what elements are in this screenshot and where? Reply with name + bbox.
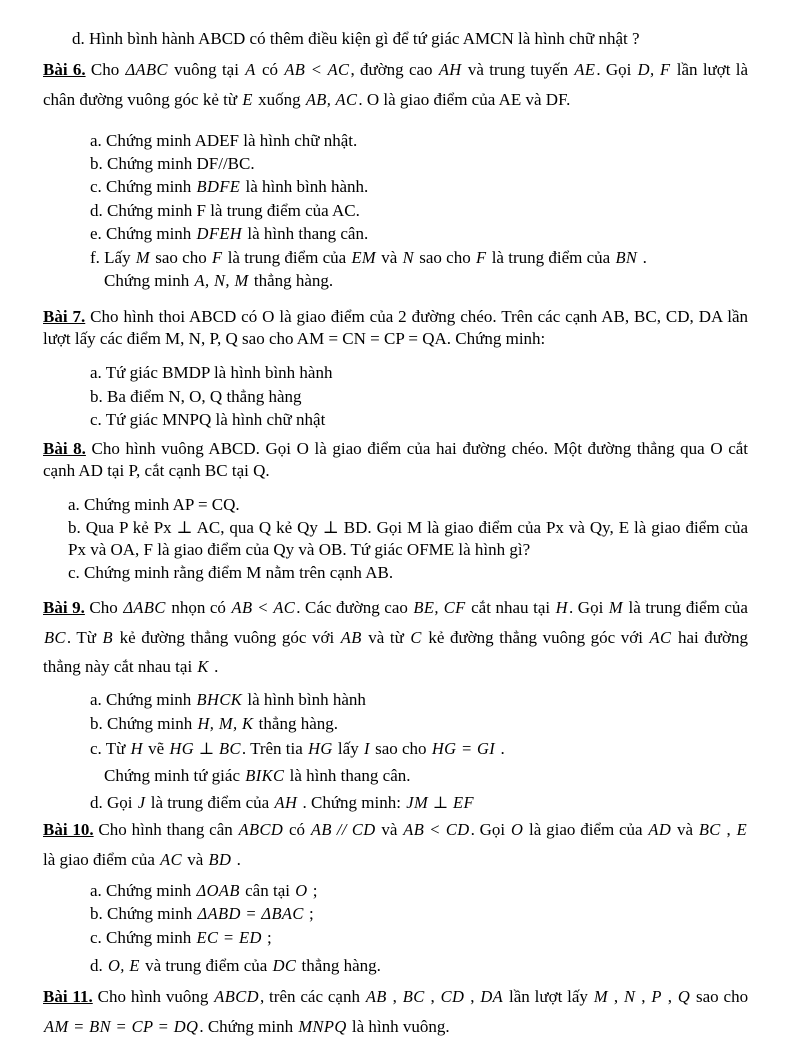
list-item (68, 562, 748, 583)
text-run: là trung điểm của (624, 598, 748, 618)
math-run: AH (438, 60, 462, 80)
text-run: c. Tứ giác MNPQ là hình chữ nhật (90, 409, 326, 429)
text-run: , (425, 987, 440, 1007)
math-run: BE, CF (413, 598, 466, 618)
text-run: nhọn có (166, 598, 231, 618)
math-run: F (211, 247, 223, 267)
list-item (90, 223, 748, 245)
list-item (104, 270, 748, 292)
text-run: xuống (253, 89, 305, 109)
text-run: . (638, 247, 647, 267)
text-run: sao cho (370, 739, 431, 759)
text-run: , (662, 987, 677, 1007)
text-run: vẽ (143, 739, 169, 759)
text-run: , trên các cạnh (259, 987, 365, 1007)
math-run: ΔABC (125, 60, 168, 80)
text-run: a. Chứng minh (90, 690, 196, 710)
text-run: . Chứng minh: (298, 792, 406, 812)
math-run: A, N, M (194, 271, 249, 291)
text-run: là giao điểm của (43, 849, 160, 869)
text-run: Chứng minh (104, 271, 194, 291)
text-run: Cho (85, 60, 125, 80)
text-run: , (636, 987, 651, 1007)
text-run: là hình thang cân. (243, 224, 369, 244)
text-run: , (721, 820, 736, 840)
math-run: A (245, 60, 256, 80)
exercise-8-heading (43, 438, 748, 482)
exercise-label: Bài 11. (43, 987, 93, 1007)
math-run: ABCD (214, 987, 259, 1007)
math-run: AB < AC (284, 60, 350, 80)
math-run: BC (44, 627, 66, 647)
text-run: . Chứng minh (199, 1016, 298, 1036)
text-run: d. Gọi (90, 792, 137, 812)
math-run: H (130, 739, 143, 759)
math-run: AB, AC (305, 89, 358, 109)
text-run: d. (90, 955, 107, 975)
text-run: là hình thang cân. (285, 766, 411, 785)
text-run: và trung tuyến (462, 60, 574, 80)
math-run: O (295, 880, 308, 900)
list-item (90, 362, 748, 383)
text-run: và từ (362, 627, 410, 647)
text-run: ; (304, 904, 314, 924)
list-item (90, 153, 748, 174)
exercise-9-heading (43, 593, 748, 681)
math-run: AH (274, 792, 298, 812)
list-item (90, 927, 748, 949)
text-run: , (387, 987, 402, 1007)
text-run: lần lượt lấy (504, 987, 593, 1007)
text-run: e. Chứng minh (90, 224, 196, 244)
list-item (90, 176, 748, 198)
math-run: BC (402, 987, 425, 1007)
list-item (90, 738, 748, 760)
list-item (104, 765, 748, 787)
text-run: . Từ (66, 627, 102, 647)
list-item (90, 880, 748, 902)
math-run: AM = BN = CP = DQ (44, 1016, 199, 1036)
list-item (90, 247, 748, 269)
text-run: . Các đường cao (296, 598, 413, 618)
text-run: Cho hình thoi ABCD có O là giao điểm của 2 đường chéo. Trên các cạnh AB, BC, CD, DA lần lượt lấy các điểm M, N, P, Q sao cho AM = CN = CP = QA. Chứng minh: (43, 307, 749, 349)
text-run: . (496, 739, 505, 759)
exercise-11-heading (43, 982, 748, 1041)
text-run: là hình bình hành (243, 690, 366, 710)
text-run: Cho hình vuông ABCD. Gọi O là giao điểm của hai đường chéo. Một đường thẳng qua O cắt cạnh AD tại P, cắt cạnh BC tại Q. (43, 439, 749, 481)
math-run: ΔABD = ΔBAC (197, 904, 304, 924)
math-run: ΔABC (123, 598, 166, 618)
text-run: Cho hình thang cân (93, 820, 238, 840)
list-item (90, 409, 748, 430)
text-run: cắt nhau tại (466, 598, 555, 618)
text-run: b. Ba điểm N, O, Q thẳng hàng (90, 386, 302, 406)
text-run: là trung điểm của (146, 792, 274, 812)
text-run: ; (262, 928, 272, 948)
math-run: BDFE (196, 177, 241, 197)
text-run: f. Lấy (90, 247, 135, 267)
math-run: AB // CD (310, 820, 376, 840)
text-run: là giao điểm của (524, 820, 648, 840)
math-run: M (135, 247, 150, 267)
math-run: CD (440, 987, 465, 1007)
text-run: , (608, 987, 623, 1007)
math-run: J (137, 792, 146, 812)
math-run: BIKC (245, 766, 285, 785)
list-item (90, 955, 748, 977)
text-run: và (672, 820, 698, 840)
math-run: BC (698, 820, 721, 840)
text-run: c. Chứng minh (90, 177, 196, 197)
text-run: b. Chứng minh (90, 713, 197, 733)
math-run: AC (649, 627, 672, 647)
text-run: sao cho (150, 247, 211, 267)
math-run: DC (272, 955, 297, 975)
math-run: AB < CD (403, 820, 470, 840)
text-run: sao cho (415, 247, 475, 267)
text-run: . Trên tia (241, 739, 308, 759)
text-run: vuông tại (168, 60, 245, 80)
list-item (90, 689, 748, 711)
text-run: . (209, 656, 219, 676)
math-run: EM (351, 247, 377, 267)
text-run: b. Chứng minh (90, 904, 197, 924)
math-run: AB (365, 987, 387, 1007)
text-run: a. Tứ giác BMDP là hình bình hành (90, 363, 333, 383)
math-run: AB < AC (231, 598, 296, 618)
list-item (90, 792, 748, 814)
text-run: b. Chứng minh DF//BC. (90, 154, 255, 174)
text-run: là trung điểm của (223, 247, 351, 267)
math-run: K (197, 656, 209, 676)
text-run: c. Chứng minh rằng điểm M nằm trên cạnh AB. (68, 562, 394, 582)
text-run: kẻ đường thẳng vuông góc với (422, 627, 649, 647)
exercise-10-heading (43, 815, 748, 874)
math-run: N (402, 247, 414, 267)
math-run: ΔOAB (196, 880, 240, 900)
text-run: thẳng hàng. (249, 271, 334, 291)
math-run: AE (574, 60, 596, 80)
text-run: ; (308, 880, 318, 900)
text-run: là trung điểm của (487, 247, 615, 267)
text-run: và (183, 849, 208, 869)
math-run: HG (308, 739, 333, 759)
math-run: AB (340, 627, 362, 647)
math-run: B (102, 627, 114, 647)
text-run: c. Từ (90, 739, 130, 759)
math-run: O, E (108, 955, 140, 975)
exercise-label: Bài 10. (43, 820, 94, 840)
math-run: BD (208, 849, 232, 869)
list-item (68, 494, 748, 515)
list-item (90, 903, 748, 925)
question-line (72, 28, 748, 49)
math-run: DA (480, 987, 504, 1007)
text-run: . O là giao điểm của AE và DF. (358, 89, 571, 109)
math-run: N (623, 987, 636, 1007)
exercise-7-heading (43, 306, 748, 350)
text-run: thẳng hàng. (297, 955, 381, 975)
text-run: lấy (333, 739, 363, 759)
math-run: DFEH (196, 224, 243, 244)
text-run: Cho (84, 598, 123, 618)
text-run: và trung điểm của (140, 955, 272, 975)
text-run: sao cho (691, 987, 749, 1007)
math-run: D, F (637, 60, 671, 80)
text-run: . Gọi (596, 60, 637, 80)
math-run: MNPQ (298, 1016, 347, 1036)
math-run: E (242, 89, 253, 109)
text-run: . Gọi (470, 820, 510, 840)
list-item (90, 200, 748, 221)
exercise-6-heading (43, 55, 748, 114)
list-item (68, 517, 748, 560)
text-run: thẳng hàng. (254, 713, 338, 733)
text-run: là hình bình hành. (241, 177, 369, 197)
math-run: AD (648, 820, 672, 840)
text-run: , (465, 987, 480, 1007)
text-run: và (376, 820, 403, 840)
math-run: H (555, 598, 568, 618)
text-run: , đường cao (350, 60, 438, 80)
math-run: E (736, 820, 748, 840)
text-run: c. Chứng minh (90, 928, 196, 948)
text-run: Cho hình vuông (92, 987, 214, 1007)
math-run: O (510, 820, 524, 840)
text-run: a. Chứng minh AP = CQ. (68, 495, 240, 515)
math-run: C (410, 627, 422, 647)
math-run: EC = ED (196, 928, 262, 948)
text-run: là hình vuông. (347, 1016, 450, 1036)
text-run: kẻ đường thẳng vuông góc với (114, 627, 340, 647)
text-run: . (232, 849, 241, 869)
text-run: a. Chứng minh (90, 880, 196, 900)
text-run: Chứng minh tứ giác (104, 766, 245, 785)
text-run: . Gọi (568, 598, 608, 618)
exercise-label: Bài 9. (43, 598, 85, 618)
exercise-label: Bài 6. (43, 60, 86, 80)
text-run: a. Chứng minh ADEF là hình chữ nhật. (90, 130, 358, 150)
text-run: và (377, 247, 402, 267)
math-run: BN (615, 247, 638, 267)
math-run: BHCK (196, 690, 243, 710)
math-run: HG = GI (431, 739, 496, 759)
text-run: d. Hình bình hành ABCD có thêm điều kiện gì để tứ giác AMCN là hình chữ nhật ? (72, 29, 640, 48)
text-run: lần lượt là chân đường vuông góc kẻ từ (43, 60, 749, 109)
math-run: JM ⊥ EF (406, 792, 474, 812)
text-run: b. Qua P kẻ Px ⊥ AC, qua Q kẻ Qy ⊥ BD. Gọi M là giao điểm của Px và Qy, E là giao điểm của Px và OA, F là giao điểm của Qy và OB. Tứ giác OFME là hình gì? (68, 518, 748, 559)
math-run: F (475, 247, 487, 267)
math-run: HG ⊥ BC (169, 739, 241, 759)
text-run: có (284, 820, 310, 840)
text-run: d. Chứng minh F là trung điểm của AC. (90, 201, 360, 221)
exercise-label: Bài 8. (43, 439, 86, 458)
text-run: cân tại (240, 880, 295, 900)
math-run: P (651, 987, 662, 1007)
list-item (90, 713, 748, 735)
math-run: AC (160, 849, 182, 869)
math-run: Q (677, 987, 691, 1007)
list-item (90, 130, 748, 151)
text-run: hai đường thẳng này cắt nhau tại (43, 627, 748, 676)
math-run: ABCD (238, 820, 284, 840)
math-run: H, M, K (197, 713, 254, 733)
list-item (90, 386, 748, 407)
text-run: có (256, 60, 284, 80)
exercise-label: Bài 7. (43, 307, 86, 327)
math-run: M (593, 987, 608, 1007)
math-run: M (608, 598, 623, 618)
math-run: I (363, 739, 370, 759)
